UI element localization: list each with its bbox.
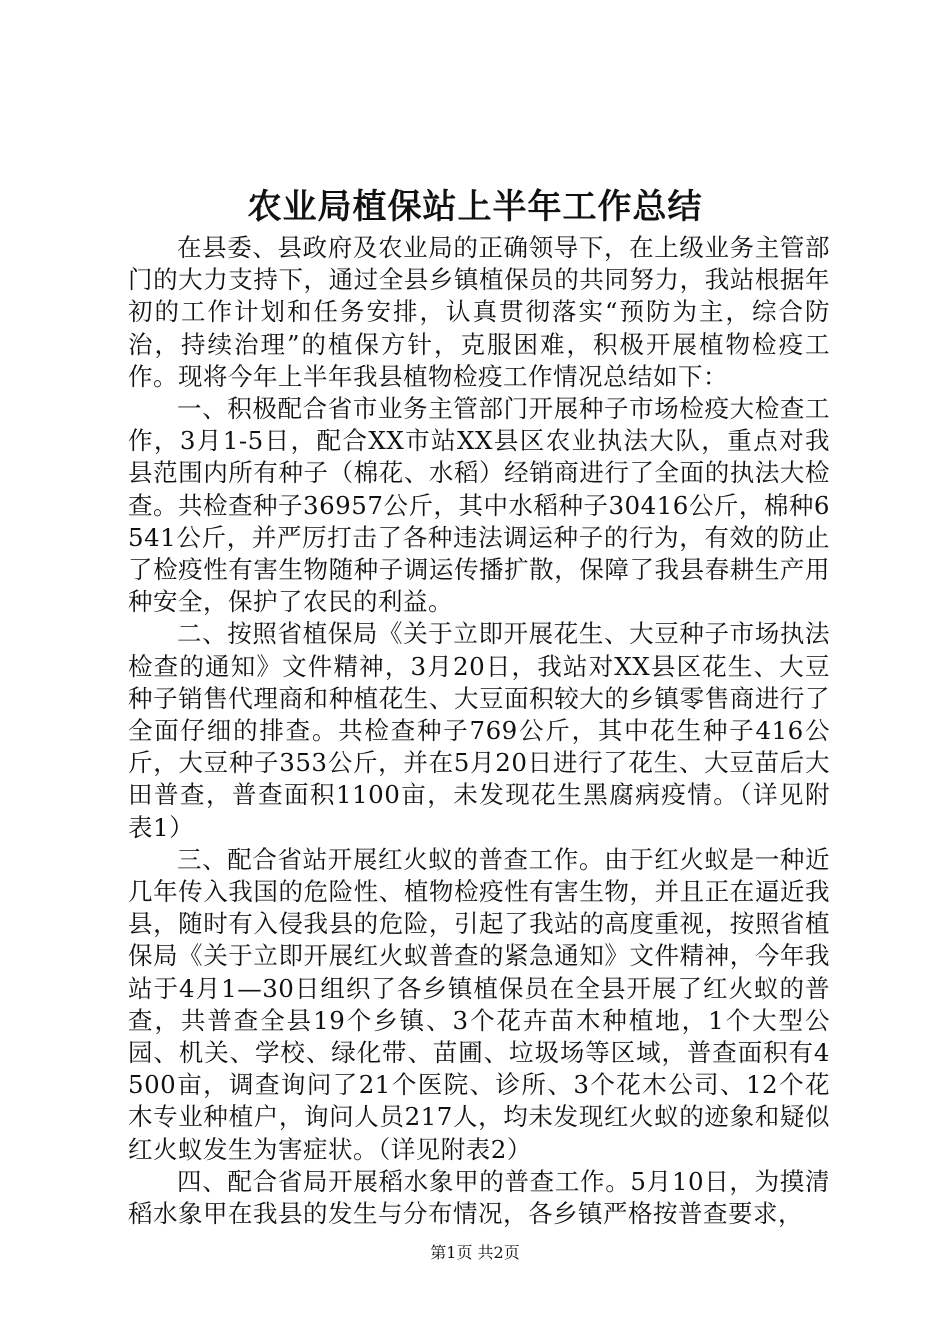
document-body (128, 232, 830, 1230)
paragraph-section-4: 四、配合省局开展稻水象甲的普查工作。5月10日，为摸清稻水象甲在我县的发生与分布情况，各乡镇严格按普查要求， (128, 1166, 830, 1229)
paragraph-section-1: 一、积极配合省市业务主管部门开展种子市场检疫大检查工作，3月1-5日，配合XX市站XX县区农业执法大队，重点对我县范围内所有种子（棉花、水稻）经销商进行了全面的执法大检查。共检查种子36957公斤，其中水稻种子30416公斤，棉种6541公斤，并严厉打击了各种违法调运种子的行为，有效的防止了检疫性有害生物随种子调运传播扩散，保障了我县春耕生产用种安全，保护了农民的利益。 (128, 394, 830, 617)
paragraph-intro: 在县委、县政府及农业局的正确领导下，在上级业务主管部门的大力支持下，通过全县乡镇植保员的共同努力，我站根据年初的工作计划和任务安排，认真贯彻落实“预防为主，综合防治，持续治理”的植保方针，克服困难，积极开展植物检疫工作。现将今年上半年我县植物检疫工作情况总结如下： (128, 233, 830, 391)
paragraph-section-2: 二、按照省植保局《关于立即开展花生、大豆种子市场执法检查的通知》文件精神，3月20日，我站对XX县区花生、大豆种子销售代理商和种植花生、大豆面积较大的乡镇零售商进行了全面仔细的排查。共检查种子769公斤，其中花生种子416公斤，大豆种子353公斤，并在5月20日进行了花生、大豆苗后大田普查，普查面积1100亩，未发现花生黑腐病疫情。（详见附表1） (128, 619, 830, 842)
document-title: 农业局植保站上半年工作总结 (247, 187, 703, 227)
paragraph-section-3: 三、配合省站开展红火蚁的普查工作。由于红火蚁是一种近几年传入我国的危险性、植物检疫性有害生物，并且正在逼近我县，随时有入侵我县的危险，引起了我站的高度重视，按照省植保局《关于立即开展红火蚁普查的紧急通知》文件精神，今年我站于4月1—30日组织了各乡镇植保员在全县开展了红火蚁的普查，共普查全县19个乡镇、3个花卉苗木种植地，1个大型公园、机关、学校、绿化带、苗圃、垃圾场等区域，普查面积有4500亩，调查询问了21个医院、诊所、3个花木公司、12个花木专业种植户，询问人员217人，均未发现红火蚁的迹象和疑似红火蚁发生为害症状。（详见附表2） (128, 844, 830, 1164)
page-footer: 第1页 共2页 (430, 1243, 520, 1262)
